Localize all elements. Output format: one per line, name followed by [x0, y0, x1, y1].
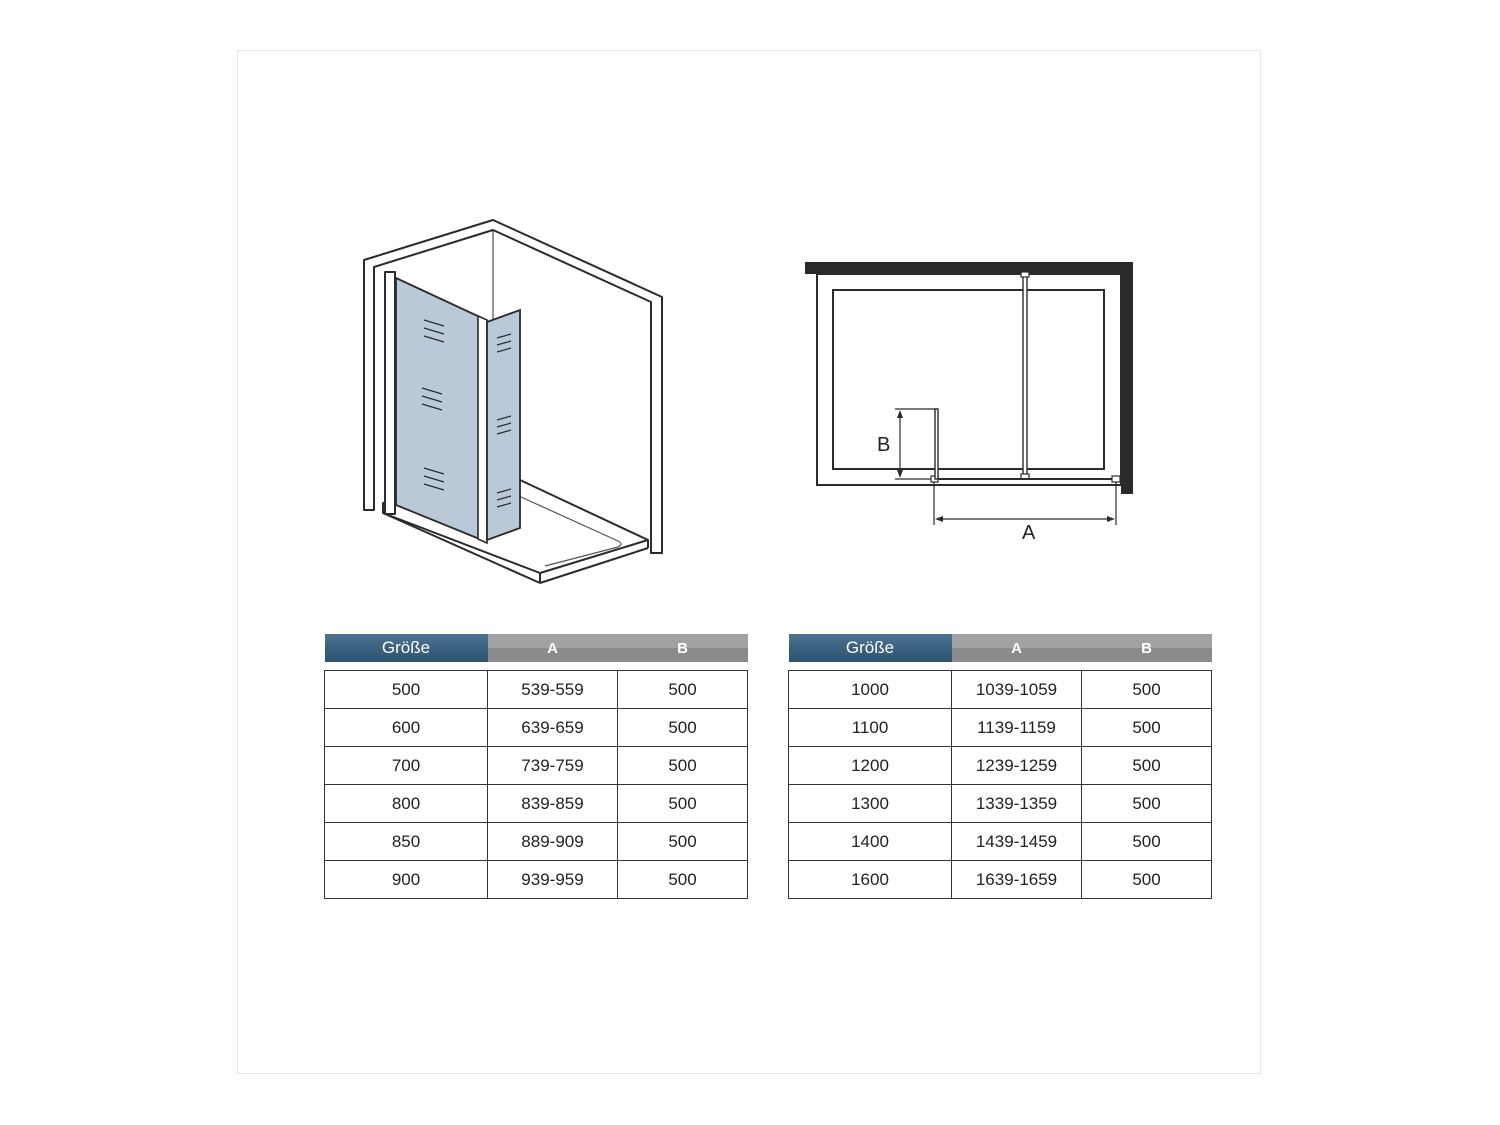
cell-a: 889-909	[488, 823, 618, 861]
cell-b: 500	[618, 861, 748, 899]
tray-outer	[817, 274, 1121, 485]
cell-a: 1239-1259	[952, 747, 1082, 785]
cell-a: 939-959	[488, 861, 618, 899]
table-row	[789, 785, 1212, 823]
table-row	[325, 671, 748, 709]
size-table-left	[324, 634, 748, 899]
dimension-b-label: B	[877, 434, 891, 456]
table-row	[325, 709, 748, 747]
cell-b: 500	[1082, 709, 1212, 747]
cell-b: 500	[1082, 861, 1212, 899]
header-a: A	[952, 634, 1082, 662]
cell-b: 500	[618, 709, 748, 747]
cell-size: 600	[325, 709, 488, 747]
cell-b: 500	[618, 671, 748, 709]
cell-b: 500	[1082, 671, 1212, 709]
cell-b: 500	[618, 785, 748, 823]
cell-a: 839-859	[488, 785, 618, 823]
cell-size: 1300	[789, 785, 952, 823]
dimension-a-label: A	[1022, 522, 1036, 544]
cell-size: 1200	[789, 747, 952, 785]
cell-a: 1039-1059	[952, 671, 1082, 709]
plan-view-diagram	[795, 250, 1140, 550]
cell-size: 1600	[789, 861, 952, 899]
support-bar	[1023, 274, 1027, 478]
cell-a: 539-559	[488, 671, 618, 709]
wall-profile	[385, 272, 395, 514]
table-header	[325, 634, 748, 662]
header-size: Größe	[325, 634, 488, 662]
table-row	[325, 747, 748, 785]
table-row	[789, 709, 1212, 747]
wall-top	[805, 262, 1133, 274]
table-row	[789, 671, 1212, 709]
cell-a: 1339-1359	[952, 785, 1082, 823]
table-row	[789, 861, 1212, 899]
cell-b: 500	[618, 747, 748, 785]
header-a: A	[488, 634, 618, 662]
table-header	[789, 634, 1212, 662]
cell-size: 500	[325, 671, 488, 709]
cell-size: 850	[325, 823, 488, 861]
isometric-shower-illustration	[350, 210, 680, 595]
table-row	[325, 785, 748, 823]
cell-a: 639-659	[488, 709, 618, 747]
size-table-right	[788, 634, 1212, 899]
cell-size: 800	[325, 785, 488, 823]
header-size: Größe	[789, 634, 952, 662]
table-row	[789, 823, 1212, 861]
header-b: B	[1082, 634, 1212, 662]
cell-a: 1439-1459	[952, 823, 1082, 861]
cell-b: 500	[1082, 785, 1212, 823]
header-b: B	[618, 634, 748, 662]
cell-a: 1139-1159	[952, 709, 1082, 747]
cell-size: 700	[325, 747, 488, 785]
cell-size: 900	[325, 861, 488, 899]
cell-a: 1639-1659	[952, 861, 1082, 899]
side-panel-plan	[935, 409, 938, 479]
table-row	[325, 823, 748, 861]
cell-size: 1000	[789, 671, 952, 709]
cell-size: 1100	[789, 709, 952, 747]
cell-a: 739-759	[488, 747, 618, 785]
table-row	[789, 747, 1212, 785]
hinge-post	[478, 316, 487, 543]
cell-b: 500	[1082, 823, 1212, 861]
cell-b: 500	[618, 823, 748, 861]
table-row	[325, 861, 748, 899]
wall-right	[1121, 262, 1133, 494]
cell-b: 500	[1082, 747, 1212, 785]
cell-size: 1400	[789, 823, 952, 861]
